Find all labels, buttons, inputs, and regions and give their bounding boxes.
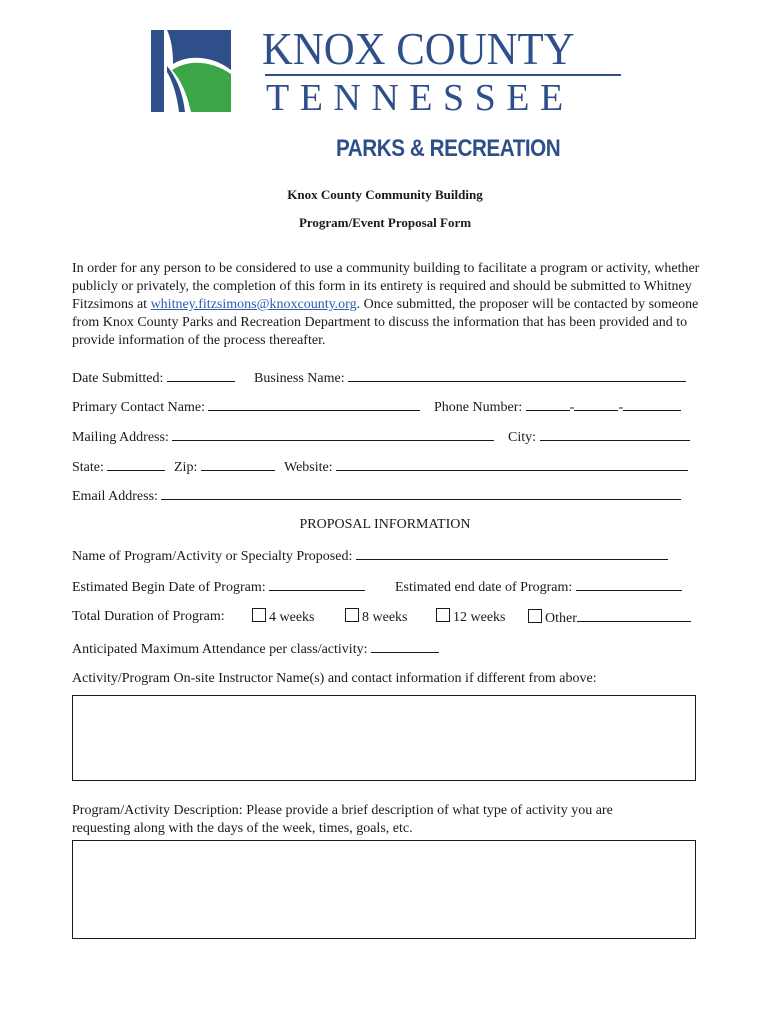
primary-contact-field[interactable] [208, 397, 420, 411]
contact-email-link[interactable]: whitney.fitzsimons@knoxcounty.org [150, 297, 357, 312]
mailing-address-field[interactable] [172, 427, 494, 441]
checkbox-8-weeks[interactable] [345, 608, 359, 622]
end-date-row [395, 577, 682, 597]
website-field[interactable] [336, 457, 688, 471]
instructor-label: Activity/Program On-site Instructor Name(s) and contact information if different from above: [72, 671, 597, 686]
intro-paragraph [72, 260, 702, 350]
mailing-address-row [72, 427, 494, 447]
website-row [284, 457, 688, 477]
option-label-8-weeks: 8 weeks [362, 610, 408, 625]
zip-row [174, 457, 275, 477]
org-name-knox-county: KNOX COUNTY [262, 23, 575, 74]
program-name-row [72, 546, 668, 566]
primary-contact-row [72, 397, 420, 417]
phone-prefix-field[interactable] [574, 397, 618, 411]
date-submitted-field[interactable] [167, 368, 235, 382]
phone-line-field[interactable] [623, 397, 681, 411]
phone-number-label: Phone Number: [434, 400, 523, 415]
knox-county-k-logo-icon [151, 30, 231, 112]
business-name-label: Business Name: [254, 371, 345, 386]
org-divider [265, 74, 621, 76]
instructor-textarea[interactable] [72, 695, 696, 781]
city-label: City: [508, 430, 537, 445]
option-label-12-weeks: 12 weeks [453, 610, 506, 625]
city-field[interactable] [540, 427, 690, 441]
checkbox-other[interactable] [528, 609, 542, 623]
attendance-field[interactable] [371, 639, 439, 653]
duration-option-other[interactable] [528, 608, 691, 628]
duration-option-4-weeks[interactable] [252, 608, 315, 627]
description-label-line-1: Program/Activity Description: Please provide a brief description of what type of activity you are [72, 803, 613, 818]
checkbox-12-weeks[interactable] [436, 608, 450, 622]
attendance-row [72, 639, 439, 659]
proposal-heading: PROPOSAL INFORMATION [299, 517, 471, 532]
option-label-other: Other [545, 611, 577, 626]
begin-date-row [72, 577, 365, 597]
form-title-building: Knox County Community Building [287, 187, 483, 202]
business-name-field[interactable] [348, 368, 686, 382]
other-duration-field[interactable] [577, 608, 691, 622]
duration-option-8-weeks[interactable] [345, 608, 408, 627]
email-row [72, 486, 681, 506]
date-submitted-label: Date Submitted: [72, 371, 164, 386]
begin-date-label: Estimated Begin Date of Program: [72, 580, 266, 595]
mailing-address-label: Mailing Address: [72, 430, 169, 445]
phone-number-row [434, 397, 681, 417]
description-label-line-2: requesting along with the days of the week, times, goals, etc. [72, 821, 413, 836]
zip-field[interactable] [201, 457, 275, 471]
option-label-4-weeks: 4 weeks [269, 610, 315, 625]
website-label: Website: [284, 460, 333, 475]
date-submitted-row [72, 368, 235, 388]
phone-area-field[interactable] [526, 397, 570, 411]
state-label: State: [72, 460, 104, 475]
duration-label: Total Duration of Program: [72, 609, 225, 624]
intro-text-2: . Once submitted, the proposer will be contacted by someone from Knox County Parks and Recreation Department to discuss the information that has been provided and to provide information of the process thereafter. [72, 297, 699, 348]
begin-date-field[interactable] [269, 577, 365, 591]
city-row [508, 427, 690, 447]
form-title-proposal: Program/Event Proposal Form [298, 215, 472, 230]
checkbox-4-weeks[interactable] [252, 608, 266, 622]
intro-text-1: In order for any person to be considered to use a community building to facilitate a program or activity, whether publicly or privately, the completion of this form in its entirety is required and should be submitted to Whitney Fitzsimons at [72, 261, 700, 312]
business-name-row [254, 368, 686, 388]
phone-separator-2: - [618, 400, 624, 415]
state-field[interactable] [107, 457, 165, 471]
end-date-label: Estimated end date of Program: [395, 580, 573, 595]
department-name: PARKS & RECREATION [336, 135, 561, 162]
duration-option-12-weeks[interactable] [436, 608, 506, 627]
org-name-tennessee: TENNESSEE [266, 77, 574, 119]
end-date-field[interactable] [576, 577, 682, 591]
phone-separator-1: - [569, 400, 575, 415]
email-field[interactable] [161, 486, 681, 500]
attendance-label: Anticipated Maximum Attendance per class/activity: [72, 642, 368, 657]
program-name-label: Name of Program/Activity or Specialty Proposed: [72, 549, 353, 564]
zip-label: Zip: [174, 460, 198, 475]
program-name-field[interactable] [356, 546, 668, 560]
state-row [72, 457, 165, 477]
primary-contact-label: Primary Contact Name: [72, 400, 205, 415]
description-textarea[interactable] [72, 840, 696, 939]
email-label: Email Address: [72, 489, 158, 504]
